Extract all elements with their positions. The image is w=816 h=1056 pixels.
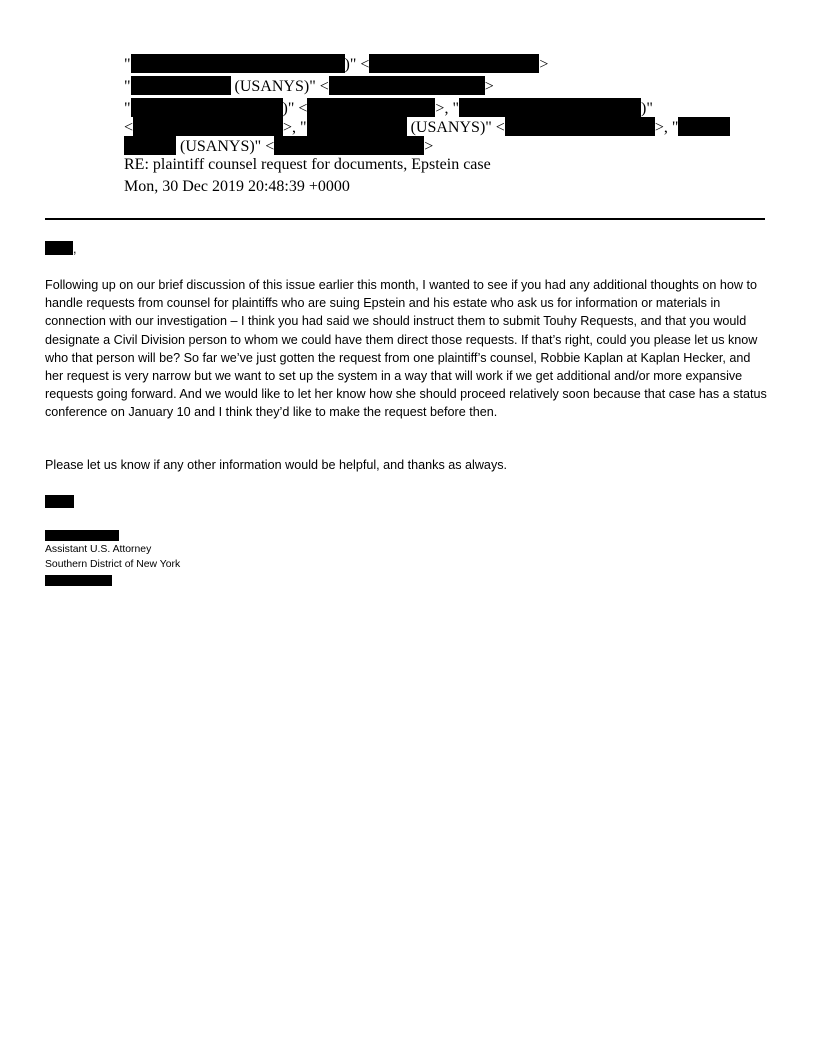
redaction-block [459,98,641,117]
cc-value-line-1: " )" < >, " )" [124,100,653,117]
message-paragraph-2: Please let us know if any other information would be helpful, and thanks as always. [45,458,508,472]
redaction-block [45,241,73,255]
signature-title: Assistant U.S. Attorney [45,544,152,555]
redaction-block [45,530,119,541]
redaction-block [131,54,345,73]
redaction-block [678,117,730,136]
cc-value-line-3: (USANYS)" < > [124,136,433,156]
redaction-block [274,136,424,155]
message-paragraph-1: Following up on our brief discussion of this issue earlier this month, I wanted to see if you had any additional thoughts on how to handle requests from counsel for plaintiffs who are suing Epstein and his estate who ask us for information or materials in connection with our investigation – I think you had said we should instruct them to submit Touhy Requests, and that you would designate a Civil Division person to whom we could have them direct those requests. If that’s right, could you please let us know who that person will be? So far we’ve just gotten the request from one plaintiff’s counsel, Robbie Kaplan at Kaplan Hecker, and her request is very narrow but we want to set up the system in a way that will work if we get additional and/or more expansive requests going forward. And we would like to let her know how she should proceed relatively soon because that case has a status conference on January 10 and I think they’d like to make the request before then. [45,278,767,420]
redaction-block [45,575,112,586]
redaction-block [124,136,176,155]
signature-office: Southern District of New York [45,559,181,570]
redaction-block [369,54,539,73]
redaction-block [131,98,283,117]
date-value: Mon, 30 Dec 2019 20:48:39 +0000 [124,178,350,195]
to-value: " (USANYS)" < > [124,78,494,95]
redaction-block [307,117,407,136]
from-value: " )" < > [124,56,549,73]
redaction-block [131,76,231,95]
redaction-block [307,98,435,117]
subject-value: RE: plaintiff counsel request for documents, Epstein case [124,156,491,173]
redaction-block [505,117,655,136]
redaction-block [329,76,485,95]
header-divider [45,218,765,220]
cc-value-line-2: < >, " (USANYS)" < >, " [124,117,730,137]
greeting: , [45,240,771,258]
redaction-block [45,495,74,508]
redaction-block [133,117,283,136]
